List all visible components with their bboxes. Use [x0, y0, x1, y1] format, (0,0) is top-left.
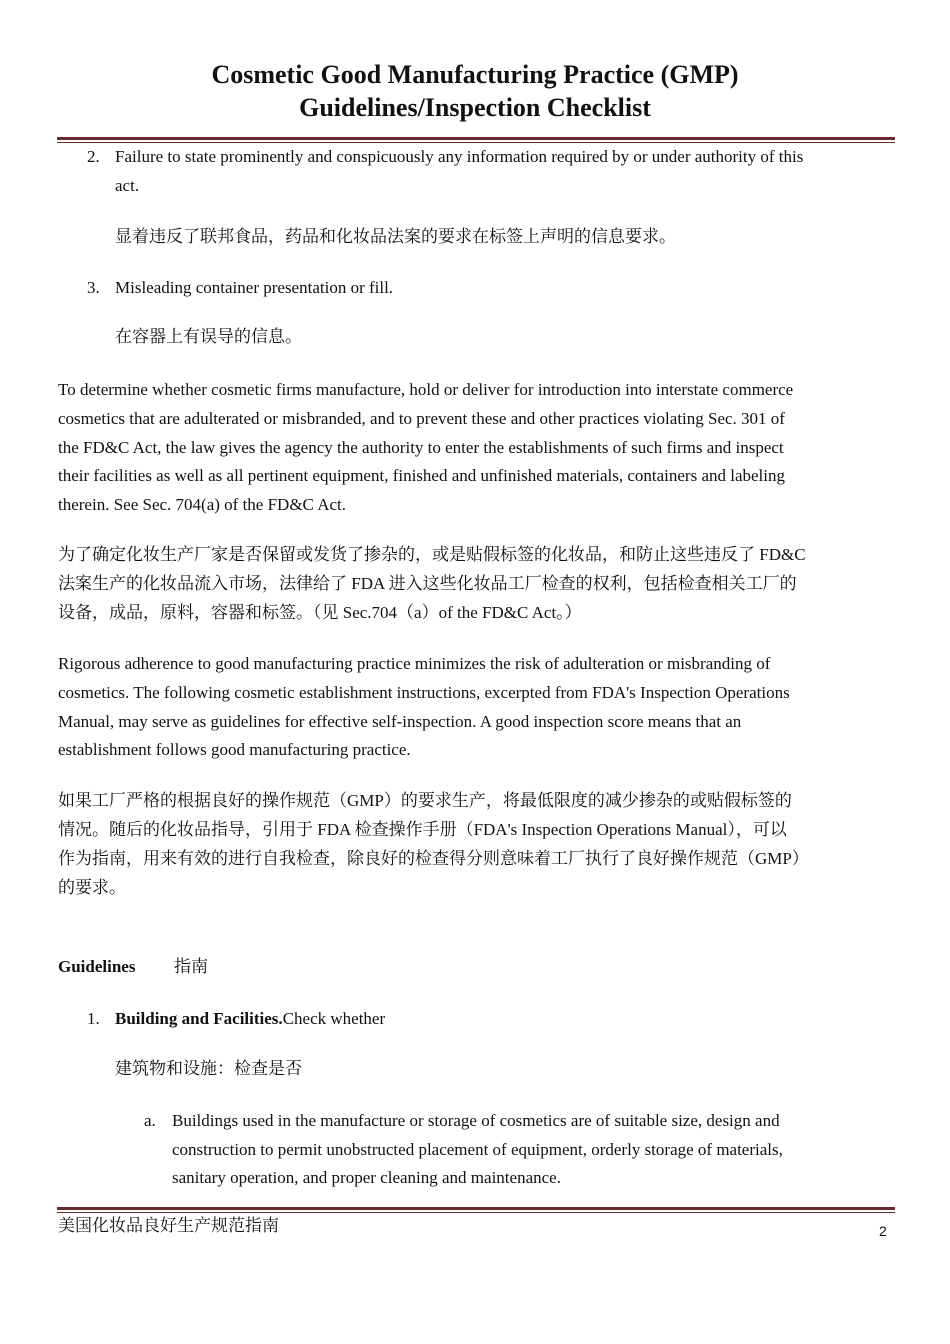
paragraph-1-zh-line-3: 设备，成品，原料，容器和标签。（见 Sec.704（a）of the FD&C Act。）	[58, 603, 582, 622]
guideline-1a-letter: a.	[144, 1111, 156, 1130]
header-rule-thick	[57, 137, 895, 140]
page-number: 2	[879, 1223, 887, 1239]
paragraph-1-line-3: the FD&C Act, the law gives the agency the authority to enter the establishments of such firms and inspect	[58, 438, 784, 457]
guidelines-heading-chinese: 指南	[174, 957, 208, 976]
guidelines-heading: Guidelines	[58, 957, 136, 976]
item-2-number: 2.	[87, 147, 100, 166]
guideline-1-title: Building and Facilities.	[115, 1009, 283, 1028]
guideline-1a-line-1: Buildings used in the manufacture or storage of cosmetics are of suitable size, design and	[172, 1111, 780, 1130]
item-3-text: Misleading container presentation or fill.	[115, 278, 394, 297]
paragraph-1-zh-line-2: 法案生产的化妆品流入市场，法律给了 FDA 进入这些化妆品工厂检查的权利，包括检查相关工厂的	[58, 574, 797, 593]
item-3-number: 3.	[87, 278, 100, 297]
paragraph-1-zh-line-1: 为了确定化妆生产厂家是否保留或发货了掺杂的，或是贴假标签的化妆品，和防止这些违反了 FD&C	[58, 545, 806, 564]
guideline-1-rest: Check whether	[282, 1009, 386, 1028]
paragraph-2-zh-line-3: 作为指南，用来有效的进行自我检查，除良好的检查得分则意味着工厂执行了良好操作规范（GMP）	[58, 849, 809, 868]
document-title-line-1: Cosmetic Good Manufacturing Practice (GMP)	[211, 60, 739, 89]
paragraph-2-line-4: establishment follows good manufacturing practice.	[58, 740, 411, 759]
paragraph-2-line-2: cosmetics. The following cosmetic establishment instructions, excerpted from FDA's Inspection Operations	[58, 683, 790, 702]
guideline-1a-line-2: construction to permit unobstructed placement of equipment, orderly storage of materials,	[172, 1140, 783, 1159]
paragraph-1-line-4: their facilities as well as all pertinent equipment, finished and unfinished materials, containers and labeling	[58, 466, 785, 485]
item-2-chinese-text: 显着违反了联邦食品，药品和化妆品法案的要求在标签上声明的信息要求。	[115, 227, 676, 246]
paragraph-2-line-3: Manual, may serve as guidelines for effective self-inspection. A good inspection score means that an	[58, 712, 742, 731]
item-2-text-line-1: Failure to state prominently and conspicuously any information required by or under authority of this	[115, 147, 804, 166]
guideline-1-chinese-text: 建筑物和设施：检查是否	[115, 1059, 302, 1078]
document-title-line-2: Guidelines/Inspection Checklist	[299, 93, 651, 122]
guideline-1-number: 1.	[87, 1009, 100, 1028]
footer-rule-thick	[57, 1207, 895, 1210]
item-3-chinese-text: 在容器上有误导的信息。	[115, 327, 302, 346]
guideline-1-heading	[115, 1004, 385, 1033]
item-2-text-line-2: act.	[115, 176, 140, 195]
paragraph-1-line-5: therein. See Sec. 704(a) of the FD&C Act.	[58, 495, 346, 514]
paragraph-2-line-1: Rigorous adherence to good manufacturing practice minimizes the risk of adulteration or misbranding of	[58, 654, 771, 673]
paragraph-2-zh-line-2: 情况。随后的化妆品指导，引用于 FDA 检查操作手册（FDA's Inspection Operations Manual），可以	[58, 820, 787, 839]
paragraph-2-zh-line-4: 的要求。	[58, 878, 126, 897]
paragraph-2-zh-line-1: 如果工厂严格的根据良好的操作规范（GMP）的要求生产，将最低限度的减少掺杂的或贴假标签的	[58, 791, 792, 810]
paragraph-1-line-1: To determine whether cosmetic firms manufacture, hold or deliver for introduction into interstate commerce	[58, 380, 794, 399]
guideline-1a-line-3: sanitary operation, and proper cleaning and maintenance.	[172, 1168, 561, 1187]
footer-text: 美国化妆品良好生产规范指南	[58, 1216, 279, 1235]
paragraph-1-line-2: cosmetics that are adulterated or misbranded, and to prevent these and other practices violating Sec. 301 of	[58, 409, 785, 428]
